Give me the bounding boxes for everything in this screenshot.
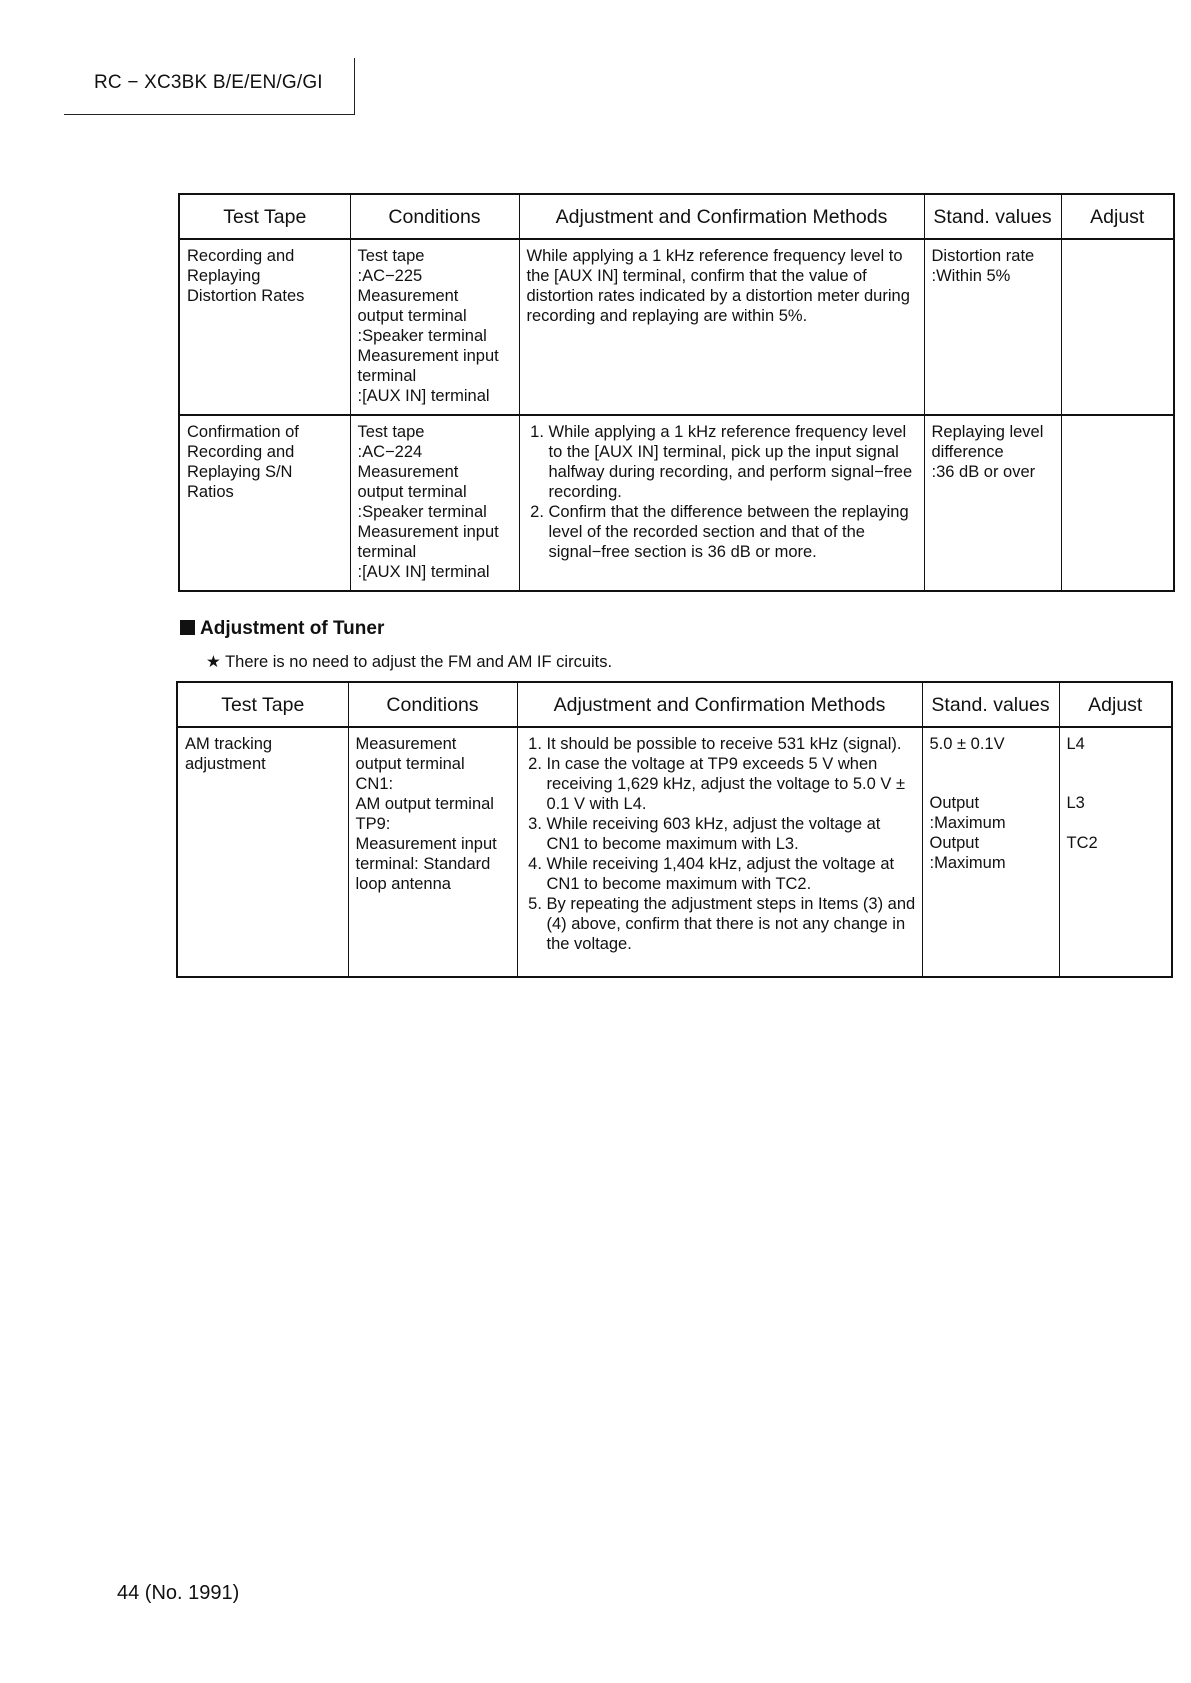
page-number: 44 (No. 1991) xyxy=(117,1582,240,1604)
cell-stand-values: Replaying level difference :36 dB or over xyxy=(924,415,1061,591)
cell-method: While applying a 1 kHz reference frequency level to the [AUX IN] terminal, confirm that the value of distortion rates indicated by a distortion meter during recording and replaying are within 5%. xyxy=(519,239,924,415)
cell-stand-values: Distortion rate :Within 5% xyxy=(924,239,1061,415)
cell-test-tape: AM tracking adjustment xyxy=(177,727,348,977)
adjust-item-l4: L4 xyxy=(1066,735,1085,753)
method-step: 1. While applying a 1 kHz reference frequency level to the [AUX IN] terminal, pick up the input signal halfway during recording, and perform signal−free recording. xyxy=(549,422,918,502)
cell-adjust xyxy=(1061,239,1174,415)
tuner-adjustment-table xyxy=(176,681,1173,978)
table-header-row xyxy=(177,682,1172,727)
table-header-row xyxy=(179,194,1174,239)
method-step: 2. Confirm that the difference between the replaying level of the recorded section and that of the signal−free section is 36 dB or more. xyxy=(549,502,918,562)
cell-conditions: Test tape :AC−225 Measurement output terminal :Speaker terminal Measurement input terminal :[AUX IN] terminal xyxy=(350,239,519,415)
cell-adjust xyxy=(1059,727,1172,977)
cell-stand-values xyxy=(922,727,1059,977)
document-title: RC − XC3BK B/E/EN/G/GI xyxy=(94,72,323,93)
cell-conditions: Test tape :AC−224 Measurement output terminal :Speaker terminal Measurement input terminal :[AUX IN] terminal xyxy=(350,415,519,591)
cell-test-tape: Recording and Replaying Distortion Rates xyxy=(179,239,350,415)
square-bullet-icon xyxy=(180,620,195,635)
cell-test-tape: Confirmation of Recording and Replaying S/N Ratios xyxy=(179,415,350,591)
cell-adjust xyxy=(1061,415,1174,591)
column-header-stand-values: Stand. values xyxy=(922,682,1059,727)
tape-adjustment-table xyxy=(178,193,1175,592)
stand-value-voltage: 5.0 ± 0.1V xyxy=(929,735,1005,753)
section-heading-tuner xyxy=(180,618,384,640)
table-row xyxy=(179,239,1174,415)
adjust-item-l3: L3 xyxy=(1066,794,1085,812)
method-step: 2. In case the voltage at TP9 exceeds 5 V when receiving 1,629 kHz, adjust the voltage to 5.0 V ± 0.1 V with L4. xyxy=(547,754,916,814)
column-header-adjust: Adjust xyxy=(1061,194,1174,239)
column-header-conditions: Conditions xyxy=(348,682,517,727)
cell-method xyxy=(519,415,924,591)
column-header-methods: Adjustment and Confirmation Methods xyxy=(517,682,922,727)
column-header-conditions: Conditions xyxy=(350,194,519,239)
column-header-stand-values: Stand. values xyxy=(924,194,1061,239)
column-header-methods: Adjustment and Confirmation Methods xyxy=(519,194,924,239)
column-header-test-tape: Test Tape xyxy=(179,194,350,239)
method-steps-list xyxy=(527,422,918,562)
table-row xyxy=(179,415,1174,591)
table-row xyxy=(177,727,1172,977)
method-step: 3. While receiving 603 kHz, adjust the voltage at CN1 to become maximum with L3. xyxy=(547,814,916,854)
cell-conditions: Measurement output terminal CN1: AM output terminal TP9: Measurement input terminal: Standard loop antenna xyxy=(348,727,517,977)
stand-value-output: Output :Maximum Output :Maximum xyxy=(929,794,1006,872)
column-header-adjust: Adjust xyxy=(1059,682,1172,727)
section-note: ★ There is no need to adjust the FM and AM IF circuits. xyxy=(206,653,613,671)
method-step: 4. While receiving 1,404 kHz, adjust the voltage at CN1 to become maximum with TC2. xyxy=(547,854,916,894)
cell-method xyxy=(517,727,922,977)
method-steps-list xyxy=(525,734,916,954)
section-heading-text: Adjustment of Tuner xyxy=(200,618,385,639)
column-header-test-tape: Test Tape xyxy=(177,682,348,727)
method-step: 5. By repeating the adjustment steps in Items (3) and (4) above, confirm that there is not any change in the voltage. xyxy=(547,894,916,954)
adjust-item-tc2: TC2 xyxy=(1066,834,1098,852)
method-step: 1. It should be possible to receive 531 kHz (signal). xyxy=(547,734,916,754)
